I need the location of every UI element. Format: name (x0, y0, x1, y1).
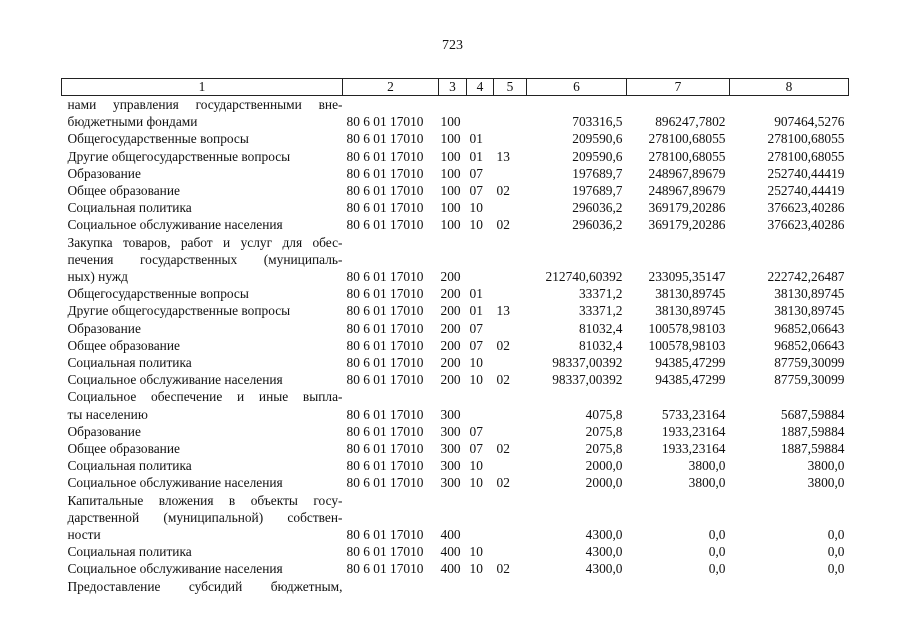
row-value-col7: 0,0 (708, 527, 726, 543)
row-target-code: 80 6 01 17010 (346, 441, 424, 457)
row-value-col7: 94385,47299 (655, 372, 726, 388)
table-row (62, 234, 849, 251)
row-subsection (494, 113, 527, 130)
row-name: Социальное обслуживание населения (67, 217, 283, 233)
row-name: Общегосударственные вопросы (67, 131, 249, 147)
row-value-col6: 2000,0 (585, 458, 623, 474)
row-value-col7: 100578,98103 (648, 320, 726, 336)
row-value-col7: 369179,20286 (648, 217, 726, 233)
row-expense-type (439, 388, 467, 405)
table-row (62, 148, 849, 165)
row-value-col6 (527, 251, 627, 268)
table-row (62, 560, 849, 577)
row-value-col6 (527, 492, 627, 509)
row-value-col6: 33371,2 (578, 286, 623, 302)
row-expense-type: 100 (440, 148, 461, 164)
row-target-code: 80 6 01 17010 (346, 114, 424, 130)
row-value-col6: 197689,7 (572, 165, 623, 181)
row-subsection: 02 (496, 372, 510, 388)
row-subsection (494, 96, 527, 114)
row-name: Социальное обслуживание населения (67, 475, 283, 491)
row-subsection: 02 (496, 561, 510, 577)
table-row (62, 354, 849, 371)
row-target-code: 80 6 01 17010 (346, 217, 424, 233)
row-name: Образование (67, 320, 141, 336)
row-value-col6: 33371,2 (578, 303, 623, 319)
row-value-col8: 907464,5276 (774, 114, 845, 130)
row-value-col6: 4300,0 (585, 561, 623, 577)
row-target-code (343, 96, 439, 114)
row-expense-type (439, 96, 467, 114)
row-value-col8: 96852,06643 (774, 320, 845, 336)
row-section: 10 (469, 544, 483, 560)
row-value-col8: 278100,68055 (767, 131, 845, 147)
row-name: дарственной (муниципальной) собствен- (67, 509, 343, 525)
row-name: ных) нужд (67, 269, 128, 285)
row-expense-type (439, 509, 467, 526)
row-name: Общее образование (67, 183, 180, 199)
row-value-col8: 87759,30099 (774, 372, 845, 388)
row-value-col7: 0,0 (708, 544, 726, 560)
row-name: ности (67, 527, 101, 543)
row-target-code: 80 6 01 17010 (346, 423, 424, 439)
table-row (62, 199, 849, 216)
row-value-col7: 38130,89745 (655, 303, 726, 319)
row-value-col6: 98337,00392 (552, 372, 623, 388)
table-row (62, 423, 849, 440)
row-section (467, 578, 494, 595)
column-header-6: 6 (527, 79, 627, 96)
row-target-code: 80 6 01 17010 (346, 320, 424, 336)
row-expense-type: 300 (440, 441, 461, 457)
table-row (62, 113, 849, 130)
row-section: 10 (469, 355, 483, 371)
row-value-col6: 2075,8 (585, 441, 623, 457)
row-expense-type: 200 (440, 372, 461, 388)
row-subsection (494, 543, 527, 560)
row-section (467, 234, 494, 251)
row-value-col7: 896247,7802 (655, 114, 726, 130)
row-value-col8: 1887,59884 (780, 441, 845, 457)
row-value-col6: 209590,6 (572, 148, 623, 164)
column-header-2: 2 (343, 79, 439, 96)
table-row (62, 492, 849, 509)
row-value-col6 (527, 234, 627, 251)
row-subsection: 13 (496, 303, 510, 319)
row-section (467, 388, 494, 405)
row-value-col8: 252740,44419 (767, 183, 845, 199)
row-value-col8: 38130,89745 (774, 303, 845, 319)
row-value-col6: 4300,0 (585, 527, 623, 543)
row-name: Социальная политика (67, 200, 192, 216)
table-row (62, 509, 849, 526)
row-section (467, 251, 494, 268)
row-value-col6: 4300,0 (585, 544, 623, 560)
row-section: 01 (469, 148, 483, 164)
row-target-code: 80 6 01 17010 (346, 183, 424, 199)
table-row (62, 457, 849, 474)
table-row (62, 251, 849, 268)
row-value-col7: 1933,23164 (661, 441, 726, 457)
row-name: Образование (67, 165, 141, 181)
row-target-code: 80 6 01 17010 (346, 200, 424, 216)
row-target-code: 80 6 01 17010 (346, 475, 424, 491)
table-row (62, 474, 849, 491)
row-target-code: 80 6 01 17010 (346, 544, 424, 560)
row-subsection (494, 406, 527, 423)
row-subsection (494, 578, 527, 595)
row-target-code: 80 6 01 17010 (346, 561, 424, 577)
table-row (62, 406, 849, 423)
row-section: 01 (469, 286, 483, 302)
row-value-col7 (627, 96, 730, 114)
row-name: Социальная политика (67, 355, 192, 371)
row-target-code: 80 6 01 17010 (346, 355, 424, 371)
row-expense-type: 200 (440, 320, 461, 336)
row-target-code (343, 251, 439, 268)
row-expense-type: 300 (440, 475, 461, 491)
row-section (467, 406, 494, 423)
row-value-col7: 248967,89679 (648, 165, 726, 181)
row-subsection: 02 (496, 441, 510, 457)
row-target-code (343, 492, 439, 509)
row-section: 01 (469, 303, 483, 319)
row-subsection (494, 251, 527, 268)
row-value-col6: 4075,8 (585, 406, 623, 422)
row-value-col8: 0,0 (827, 527, 845, 543)
row-value-col8 (730, 388, 849, 405)
table-row (62, 526, 849, 543)
table-row (62, 320, 849, 337)
row-expense-type: 100 (440, 183, 461, 199)
row-value-col8 (730, 96, 849, 114)
row-name: ты населению (67, 406, 148, 422)
row-section: 10 (469, 561, 483, 577)
row-value-col6 (527, 509, 627, 526)
row-value-col7: 233095,35147 (648, 269, 726, 285)
table-row (62, 440, 849, 457)
row-target-code: 80 6 01 17010 (346, 337, 424, 353)
row-subsection (494, 492, 527, 509)
row-value-col7: 94385,47299 (655, 355, 726, 371)
row-value-col8: 376623,40286 (767, 200, 845, 216)
row-value-col8: 222742,26487 (767, 269, 845, 285)
table-row (62, 388, 849, 405)
row-subsection (494, 199, 527, 216)
row-name: печения государственных (муниципаль- (67, 251, 343, 267)
row-value-col7: 369179,20286 (648, 200, 726, 216)
row-subsection: 02 (496, 337, 510, 353)
row-target-code: 80 6 01 17010 (346, 269, 424, 285)
row-expense-type: 400 (440, 544, 461, 560)
table-row (62, 302, 849, 319)
row-subsection (494, 234, 527, 251)
row-subsection (494, 130, 527, 147)
table-body (62, 96, 849, 595)
row-value-col6: 2000,0 (585, 475, 623, 491)
row-target-code (343, 578, 439, 595)
row-name: Социальное обеспечение и иные выпла- (67, 389, 343, 405)
row-target-code: 80 6 01 17010 (346, 286, 424, 302)
row-expense-type: 100 (440, 217, 461, 233)
row-value-col6: 703316,5 (572, 114, 623, 130)
row-value-col6: 2075,8 (585, 423, 623, 439)
row-expense-type: 200 (440, 286, 461, 302)
row-value-col8 (730, 251, 849, 268)
row-section (467, 268, 494, 285)
row-name: бюджетными фондами (67, 114, 198, 130)
row-value-col7: 38130,89745 (655, 286, 726, 302)
row-section: 07 (469, 423, 483, 439)
table-row (62, 543, 849, 560)
row-section: 10 (469, 372, 483, 388)
row-value-col6: 81032,4 (578, 337, 623, 353)
row-subsection: 02 (496, 217, 510, 233)
row-value-col7: 100578,98103 (648, 337, 726, 353)
row-value-col7 (627, 492, 730, 509)
row-target-code: 80 6 01 17010 (346, 527, 424, 543)
row-section (467, 492, 494, 509)
row-value-col8: 3800,0 (807, 458, 845, 474)
row-target-code (343, 234, 439, 251)
row-section: 10 (469, 200, 483, 216)
row-value-col6 (527, 96, 627, 114)
row-subsection: 02 (496, 475, 510, 491)
column-header-4: 4 (467, 79, 494, 96)
row-target-code: 80 6 01 17010 (346, 165, 424, 181)
row-value-col7: 3800,0 (688, 475, 726, 491)
row-value-col8: 96852,06643 (774, 337, 845, 353)
row-name: Капитальные вложения в объекты госу- (67, 492, 343, 508)
row-value-col6 (527, 388, 627, 405)
column-header-3: 3 (439, 79, 467, 96)
row-expense-type: 200 (440, 355, 461, 371)
row-value-col6: 296036,2 (572, 217, 623, 233)
row-target-code: 80 6 01 17010 (346, 148, 424, 164)
row-section (467, 96, 494, 114)
row-expense-type: 100 (440, 200, 461, 216)
column-header-8: 8 (730, 79, 849, 96)
row-value-col8: 5687,59884 (780, 406, 845, 422)
row-name: Другие общегосударственные вопросы (67, 148, 291, 164)
column-header-5: 5 (494, 79, 527, 96)
row-section (467, 526, 494, 543)
row-subsection (494, 320, 527, 337)
row-target-code (343, 388, 439, 405)
row-subsection (494, 388, 527, 405)
row-value-col8: 376623,40286 (767, 217, 845, 233)
column-header-7: 7 (627, 79, 730, 96)
row-value-col6: 212740,60392 (545, 269, 623, 285)
row-value-col8 (730, 492, 849, 509)
table-row (62, 165, 849, 182)
row-expense-type: 200 (440, 337, 461, 353)
row-value-col6: 98337,00392 (552, 355, 623, 371)
row-expense-type: 300 (440, 458, 461, 474)
row-section: 01 (469, 131, 483, 147)
row-expense-type (439, 234, 467, 251)
row-value-col8: 0,0 (827, 544, 845, 560)
row-value-col6 (527, 578, 627, 595)
row-subsection (494, 457, 527, 474)
table-row (62, 130, 849, 147)
row-name: Общее образование (67, 337, 180, 353)
column-header-1: 1 (62, 79, 343, 96)
budget-table (61, 78, 849, 595)
row-section (467, 113, 494, 130)
row-value-col8: 38130,89745 (774, 286, 845, 302)
row-value-col7: 5733,23164 (661, 406, 726, 422)
table-row (62, 371, 849, 388)
row-target-code: 80 6 01 17010 (346, 303, 424, 319)
row-name: нами управления государственными вне- (67, 97, 343, 112)
row-name: Закупка товаров, работ и услуг для обес- (67, 234, 343, 250)
row-value-col7: 278100,68055 (648, 131, 726, 147)
row-expense-type (439, 251, 467, 268)
row-section: 10 (469, 475, 483, 491)
row-value-col8 (730, 578, 849, 595)
row-subsection (494, 526, 527, 543)
row-expense-type: 300 (440, 423, 461, 439)
row-name: Образование (67, 423, 141, 439)
page-number: 723 (442, 38, 463, 53)
row-expense-type: 100 (440, 165, 461, 181)
row-value-col8: 1887,59884 (780, 423, 845, 439)
row-value-col6: 81032,4 (578, 320, 623, 336)
row-subsection (494, 268, 527, 285)
row-name: Социальное обслуживание населения (67, 561, 283, 577)
row-value-col8: 252740,44419 (767, 165, 845, 181)
table-row (62, 578, 849, 595)
row-expense-type: 100 (440, 114, 461, 130)
row-value-col8: 278100,68055 (767, 148, 845, 164)
row-name: Предоставление субсидий бюджетным, (67, 578, 343, 594)
row-target-code: 80 6 01 17010 (346, 131, 424, 147)
row-name: Общее образование (67, 441, 180, 457)
table-row (62, 96, 849, 114)
row-section: 10 (469, 217, 483, 233)
row-subsection (494, 285, 527, 302)
row-section: 07 (469, 183, 483, 199)
row-value-col8 (730, 509, 849, 526)
row-subsection (494, 423, 527, 440)
table-row (62, 182, 849, 199)
row-value-col8: 87759,30099 (774, 355, 845, 371)
row-subsection: 13 (496, 148, 510, 164)
row-expense-type: 200 (440, 269, 461, 285)
row-expense-type: 400 (440, 527, 461, 543)
row-value-col7 (627, 509, 730, 526)
row-section: 10 (469, 458, 483, 474)
table-row (62, 268, 849, 285)
row-value-col7: 278100,68055 (648, 148, 726, 164)
row-expense-type (439, 578, 467, 595)
table-row (62, 285, 849, 302)
row-value-col6: 197689,7 (572, 183, 623, 199)
table-row (62, 216, 849, 233)
row-value-col6: 209590,6 (572, 131, 623, 147)
row-name: Общегосударственные вопросы (67, 286, 249, 302)
row-value-col7: 1933,23164 (661, 423, 726, 439)
row-name: Социальная политика (67, 544, 192, 560)
row-value-col7 (627, 388, 730, 405)
row-target-code: 80 6 01 17010 (346, 406, 424, 422)
row-section: 07 (469, 320, 483, 336)
row-section: 07 (469, 337, 483, 353)
row-name: Другие общегосударственные вопросы (67, 303, 291, 319)
row-value-col8: 3800,0 (807, 475, 845, 491)
row-subsection (494, 354, 527, 371)
row-value-col7 (627, 578, 730, 595)
row-expense-type (439, 492, 467, 509)
row-name: Социальное обслуживание населения (67, 372, 283, 388)
row-subsection (494, 165, 527, 182)
row-value-col7: 3800,0 (688, 458, 726, 474)
row-name: Социальная политика (67, 458, 192, 474)
table-header-row (62, 79, 849, 96)
row-value-col7 (627, 234, 730, 251)
row-value-col7: 248967,89679 (648, 183, 726, 199)
row-expense-type: 300 (440, 406, 461, 422)
row-value-col6: 296036,2 (572, 200, 623, 216)
row-expense-type: 400 (440, 561, 461, 577)
row-section (467, 509, 494, 526)
row-section: 07 (469, 441, 483, 457)
row-value-col8 (730, 234, 849, 251)
row-value-col7: 0,0 (708, 561, 726, 577)
row-value-col8: 0,0 (827, 561, 845, 577)
row-section: 07 (469, 165, 483, 181)
row-subsection (494, 509, 527, 526)
row-target-code: 80 6 01 17010 (346, 458, 424, 474)
table-row (62, 337, 849, 354)
row-target-code: 80 6 01 17010 (346, 372, 424, 388)
row-subsection: 02 (496, 183, 510, 199)
row-value-col7 (627, 251, 730, 268)
row-expense-type: 100 (440, 131, 461, 147)
row-expense-type: 200 (440, 303, 461, 319)
row-target-code (343, 509, 439, 526)
